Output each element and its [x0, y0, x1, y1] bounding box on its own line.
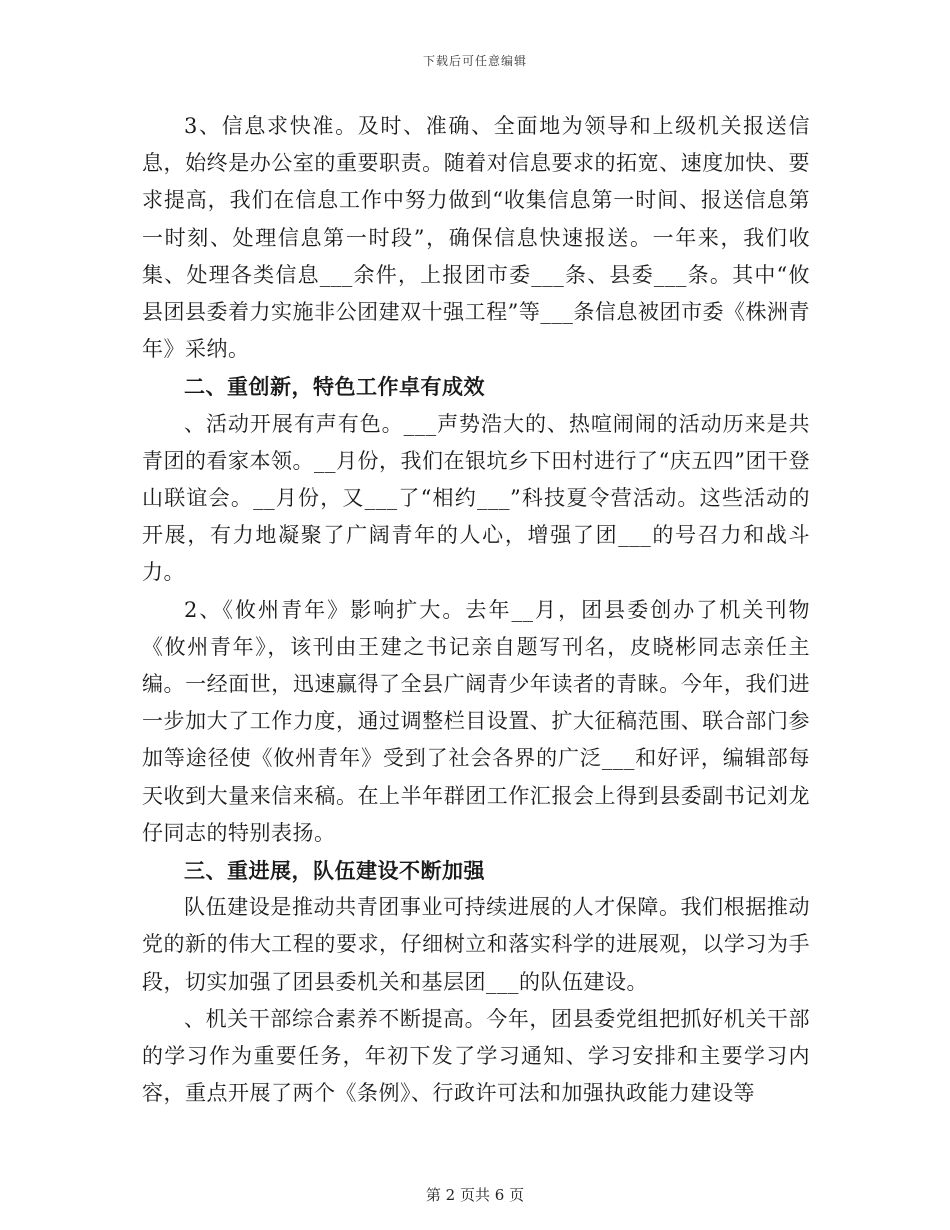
document-body	[142, 108, 810, 1112]
paragraph-team-building: 队伍建设是推动共青团事业可持续进展的人才保障。我们根据推动党的新的伟大工程的要求，仔细树立和落实科学的进展观，以学习为手段，切实加强了团县委机关和基层团___的队伍建设。	[142, 895, 810, 994]
paragraph-youth-magazine: 2、《攸州青年》影响扩大。去年__月，团县委创办了机关刊物《攸州青年》，该刊由王建之书记亲自题写刊名，皮晓彬同志亲任主编。一经面世，迅速赢得了全县广阔青少年读者的青睐。今年，我们进一步加大了工作力度，通过调整栏目设置、扩大征稿范围、联合部门参加等途径使《攸州青年》受到了社会各界的广泛___和好评，编辑部每天收到大量来信来稿。在上半年群团工作汇报会上得到县委副书记刘龙仔同志的特别表扬。	[142, 597, 810, 845]
section-heading-team-building: 三、重进展，队伍建设不断加强	[184, 858, 485, 884]
page-number: 第 2 页共 6 页	[425, 1186, 525, 1204]
page-header: 下载后可任意编辑	[422, 54, 527, 68]
paragraph-activities: 、活动开展有声有色。___声势浩大的、热喧闹闹的活动历来是共青团的看家本领。__月份，我们在银坑乡下田村进行了“庆五四”团干登山联谊会。__月份，又___了“相约___”科技夏令营活动。这些活动的开展，有力地凝聚了广阔青年的人心，增强了团___的号召力和战斗力。	[142, 411, 810, 585]
section-heading-innovation: 二、重创新，特色工作卓有成效	[184, 374, 485, 400]
paragraph-cadre-quality: 、机关干部综合素养不断提高。今年，团县委党组把抓好机关干部的学习作为重要任务，年初下发了学习通知、学习安排和主要学习内容，重点开展了两个《条例》、行政许可法和加强执政能力建设等	[142, 1006, 810, 1106]
paragraph-info-reporting: 3、信息求快准。及时、准确、全面地为领导和上级机关报送信息，始终是办公室的重要职责。随着对信息要求的拓宽、速度加快、要求提高，我们在信息工作中努力做到“收集信息第一时间、报送信息第一时刻、处理信息第一时段”，确保信息快速报送。一年来，我们收集、处理各类信息___余件，上报团市委___条、县委___条。其中“攸县团县委着力实施非公团建双十强工程”等___条信息被团市委《株洲青年》采纳。	[142, 114, 810, 362]
